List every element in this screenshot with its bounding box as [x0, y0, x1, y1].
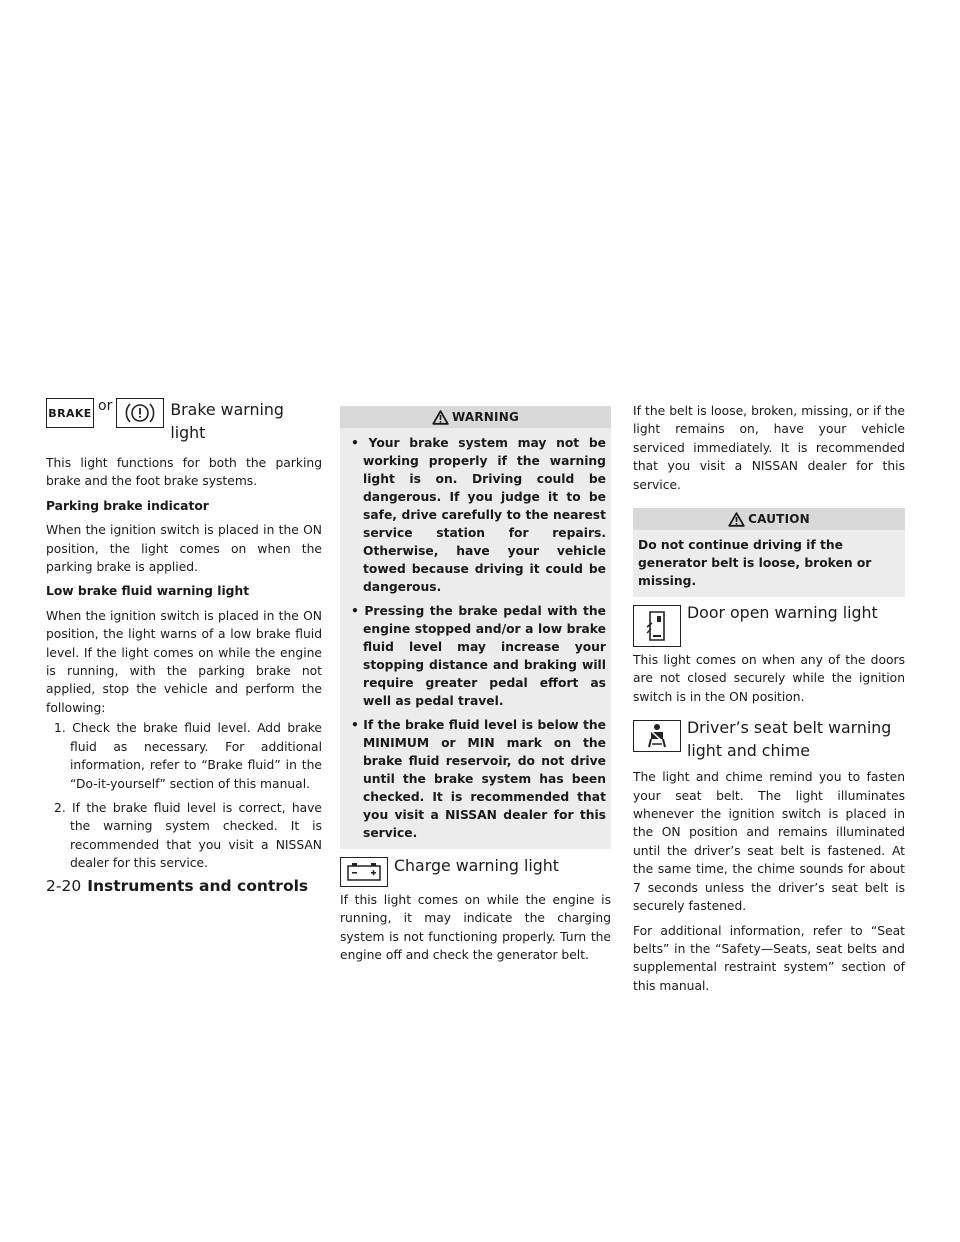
warning-box	[340, 406, 611, 849]
warning-header: WARNING	[340, 406, 611, 428]
brake-steps-list	[46, 719, 322, 872]
door-open-heading	[633, 605, 905, 647]
charge-warning-heading	[340, 857, 611, 887]
brake-warning-heading	[46, 398, 322, 444]
charge-text: If this light comes on while the engine is running, it may indicate the charging system is not functioning properly. Turn the engine off and check the generator belt.	[340, 893, 611, 963]
warning-triangle-icon	[728, 512, 745, 527]
low-fluid-text: When the ignition switch is placed in the ON position, the light warns of a low brake fluid level. If the light comes on while the engine is running, with the parking brake not applied, stop the vehicle and perform the following:	[46, 608, 322, 715]
column-3	[633, 398, 905, 995]
list-item: • Your brake system may not be working properly if the warning light is on. Driving could be dangerous. If you judge it to be safe, drive carefully to the nearest service station for repairs. Otherwise, have your vehicle towed because driving it could be dangerous.	[351, 436, 606, 594]
parking-brake-text: When the ignition switch is placed in the ON position, the light comes on when the parking brake is applied.	[46, 523, 322, 575]
door-open-text: This light comes on when any of the doors are not closed securely while the ignition switch is in the ON position.	[633, 653, 905, 704]
caution-header: CAUTION	[633, 508, 905, 530]
list-item: • If the brake fluid level is below the MINIMUM or MIN mark on the brake fluid reservoir, do not drive until the brake system has been checked. It is recommended that you visit a NISSAN dealer for this service.	[351, 718, 606, 840]
seatbelt-more-info: For additional information, refer to “Seat belts” in the “Safety—Seats, seat belts and supplemental restraint system” section of this manual.	[633, 923, 905, 993]
brake-text-icon: BRAKE	[46, 398, 94, 428]
or-label: or	[98, 398, 113, 414]
list-item: 1. Check the brake fluid level. Add brake fluid as necessary. For additional information, refer to “Brake fluid” in the “Do-it-yourself” section of this manual.	[54, 721, 322, 791]
section-title: Instruments and controls	[87, 877, 309, 895]
door-open-title: Door open warning light	[687, 603, 878, 623]
brake-warning-title: Brake warning light	[170, 400, 284, 442]
seatbelt-title: Driver’s seat belt warning light and chime	[687, 718, 892, 761]
list-item: • Pressing the brake pedal with the engine stopped and/or a low brake fluid level may increase your stopping distance and braking will require greater pedal effort as well as pedal travel.	[351, 604, 606, 708]
column-2	[340, 398, 611, 965]
warning-body	[340, 428, 611, 849]
charge-text-continued: If the belt is loose, broken, missing, or if the light remains on, have your vehicle serviced immediately. It is recommended that you visit a NISSAN dealer for this service.	[633, 404, 905, 492]
list-item: 2. If the brake fluid level is correct, have the warning system checked. It is recommended that you visit a NISSAN dealer for this service.	[54, 800, 322, 871]
caution-body: Do not continue driving if the generator belt is loose, broken or missing.	[633, 530, 905, 597]
brake-circle-icon	[116, 398, 164, 428]
seatbelt-icon	[633, 720, 681, 752]
caution-box	[633, 508, 905, 597]
low-fluid-heading: Low brake fluid warning light	[46, 584, 250, 599]
page-number: 2-20	[46, 877, 82, 895]
page-footer	[46, 876, 308, 896]
warning-triangle-icon	[432, 410, 449, 425]
parking-brake-heading: Parking brake indicator	[46, 498, 209, 513]
column-1	[46, 398, 322, 873]
seatbelt-text: The light and chime remind you to fasten your seat belt. The light illuminates whenever the ignition switch is placed in the ON position and remains illuminated until the driver’s seat belt is fastened. At the same time, the chime sounds for about 7 seconds unless the driver’s seat belt is securely fastened.	[633, 770, 905, 914]
charge-warning-title: Charge warning light	[394, 856, 559, 875]
door-open-icon	[633, 605, 681, 647]
seatbelt-heading	[633, 720, 905, 762]
battery-icon	[340, 857, 388, 887]
brake-intro: This light functions for both the parking brake and the foot brake systems.	[46, 456, 322, 489]
